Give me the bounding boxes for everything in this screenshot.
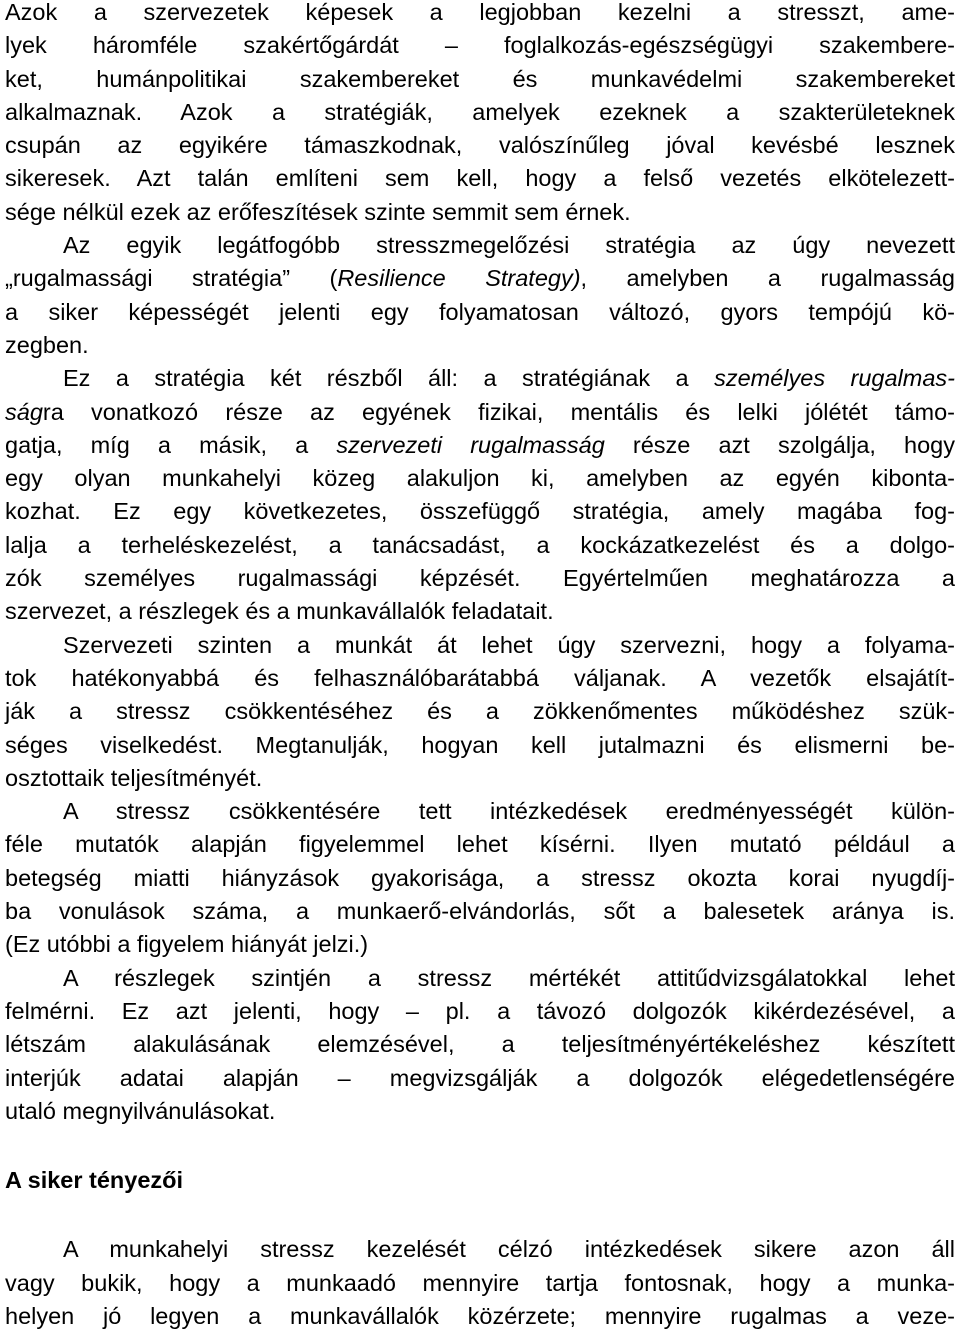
text-line: felmérni. Ez azt jelenti, hogy – pl. a távozó dolgozók kikérdezésével, a bbox=[5, 997, 955, 1024]
text-line: csupán az egyikére támaszkodnak, valószínűleg jóval kevésbé lesznek bbox=[5, 132, 955, 159]
text-line: lyek háromféle szakértőgárdát – foglalkozás-egészségügyi szakembere- bbox=[5, 32, 955, 59]
italic-term: ság bbox=[5, 398, 43, 425]
text-line: Azok a szervezetek képesek a legjobban kezelni a stresszt, ame- bbox=[5, 0, 955, 25]
text-run: Ez a stratégia két részből áll: a stratégiának a bbox=[63, 365, 715, 392]
text-line: A munkahelyi stressz kezelését célzó intézkedések sikere azon áll bbox=[63, 1236, 955, 1263]
text-line: alkalmaznak. Azok a stratégiák, amelyek ezeknek a szakterületeknek bbox=[5, 98, 955, 125]
paragraph-final bbox=[5, 1233, 955, 1333]
text-run: gatja, míg a másik, a bbox=[5, 431, 337, 458]
text-line: lalja a terheléskezelést, a tanácsadást, a kockázatkezelést és a dolgo- bbox=[5, 531, 955, 558]
text-line bbox=[5, 396, 955, 429]
text-line: utaló megnyilvánulásokat. bbox=[5, 1097, 276, 1124]
text-line bbox=[5, 262, 955, 295]
paragraph-2 bbox=[5, 229, 955, 362]
text-line: egy olyan munkahelyi közeg alakuljon ki, amelyben az egyén kibonta- bbox=[5, 465, 955, 492]
text-line: interjúk adatai alapján – megvizsgálják a dolgozók elégedetlenségére bbox=[5, 1064, 955, 1091]
text-line: sége nélkül ezek az erőfeszítések szinte semmit sem érnek. bbox=[5, 198, 631, 225]
text-line: létszám alakulásának elemzésével, a teljesítményértékeléshez készített bbox=[5, 1031, 955, 1058]
document-page bbox=[5, 0, 955, 1333]
text-line: Szervezeti szinten a munkát át lehet úgy szervezni, hogy a folyama- bbox=[63, 631, 955, 658]
text-line: a siker képességét jelenti egy folyamatosan változó, gyors tempójú kö- bbox=[5, 298, 955, 325]
paragraph-4 bbox=[5, 629, 955, 795]
text-line: ba vonulások száma, a munkaerő-elvándorlás, sőt a balesetek aránya is. bbox=[5, 898, 955, 925]
text-line: betegség miatti hiányzások gyakorisága, a stressz okozta korai nyugdíj- bbox=[5, 864, 955, 891]
text-line: (Ez utóbbi a figyelem hiányát jelzi.) bbox=[5, 931, 369, 958]
text-line: ják a stressz csökkentéséhez és a zökkenőmentes működéshez szük- bbox=[5, 698, 955, 725]
text-line: osztottaik teljesítményét. bbox=[5, 764, 263, 791]
text-line: helyen jó legyen a munkavállalók közérzete; mennyire rugalmas a veze- bbox=[5, 1302, 955, 1329]
italic-term: szervezeti rugalmasság bbox=[336, 431, 605, 458]
text-run: , amelyben a rugalmasság bbox=[580, 265, 955, 292]
text-run: része azt szolgálja, hogy bbox=[604, 431, 955, 458]
text-line: zegben. bbox=[5, 331, 89, 358]
section-heading: A siker tényezői bbox=[5, 1167, 184, 1194]
text-run: „rugalmassági stratégia” ( bbox=[5, 265, 338, 292]
text-line: A stressz csökkentésére tett intézkedések eredményességét külön- bbox=[63, 798, 955, 825]
paragraph-1 bbox=[5, 0, 955, 229]
italic-term: személyes rugalmas- bbox=[714, 365, 956, 392]
text-line: kozhat. Ez egy következetes, összefüggő stratégia, amely magába fog- bbox=[5, 498, 955, 525]
text-line: Az egyik legátfogóbb stresszmegelőzési stratégia az úgy nevezett bbox=[63, 232, 955, 259]
text-line: tok hatékonyabbá és felhasználóbarátabbá váljanak. A vezetők elsajátít- bbox=[5, 664, 955, 691]
text-line: A részlegek szintjén a stressz mértékét attitűdvizsgálatokkal lehet bbox=[63, 964, 955, 991]
italic-term: Resilience Strategy) bbox=[337, 265, 581, 292]
paragraph-3 bbox=[5, 362, 955, 628]
text-line: szervezet, a részlegek és a munkavállalók feladatait. bbox=[5, 598, 554, 625]
text-line bbox=[5, 429, 955, 462]
paragraph-5 bbox=[5, 795, 955, 961]
paragraph-6 bbox=[5, 962, 955, 1128]
text-line: ket, humánpolitikai szakembereket és munkavédelmi szakembereket bbox=[5, 65, 955, 92]
text-line: sikeresek. Azt talán említeni sem kell, hogy a felső vezetés elkötelezett- bbox=[5, 165, 955, 192]
text-line bbox=[5, 362, 955, 395]
text-line: zók személyes rugalmassági képzését. Egyértelműen meghatározza a bbox=[5, 565, 955, 592]
text-run: ra vonatkozó része az egyének fizikai, mentális és lelki jólétét támo- bbox=[42, 398, 955, 425]
text-line: féle mutatók alapján figyelemmel lehet kísérni. Ilyen mutató például a bbox=[5, 831, 955, 858]
text-line: vagy bukik, hogy a munkaadó mennyire tartja fontosnak, hogy a munka- bbox=[5, 1269, 955, 1296]
text-line: séges viselkedést. Megtanulják, hogyan kell jutalmazni és elismerni be- bbox=[5, 731, 955, 758]
